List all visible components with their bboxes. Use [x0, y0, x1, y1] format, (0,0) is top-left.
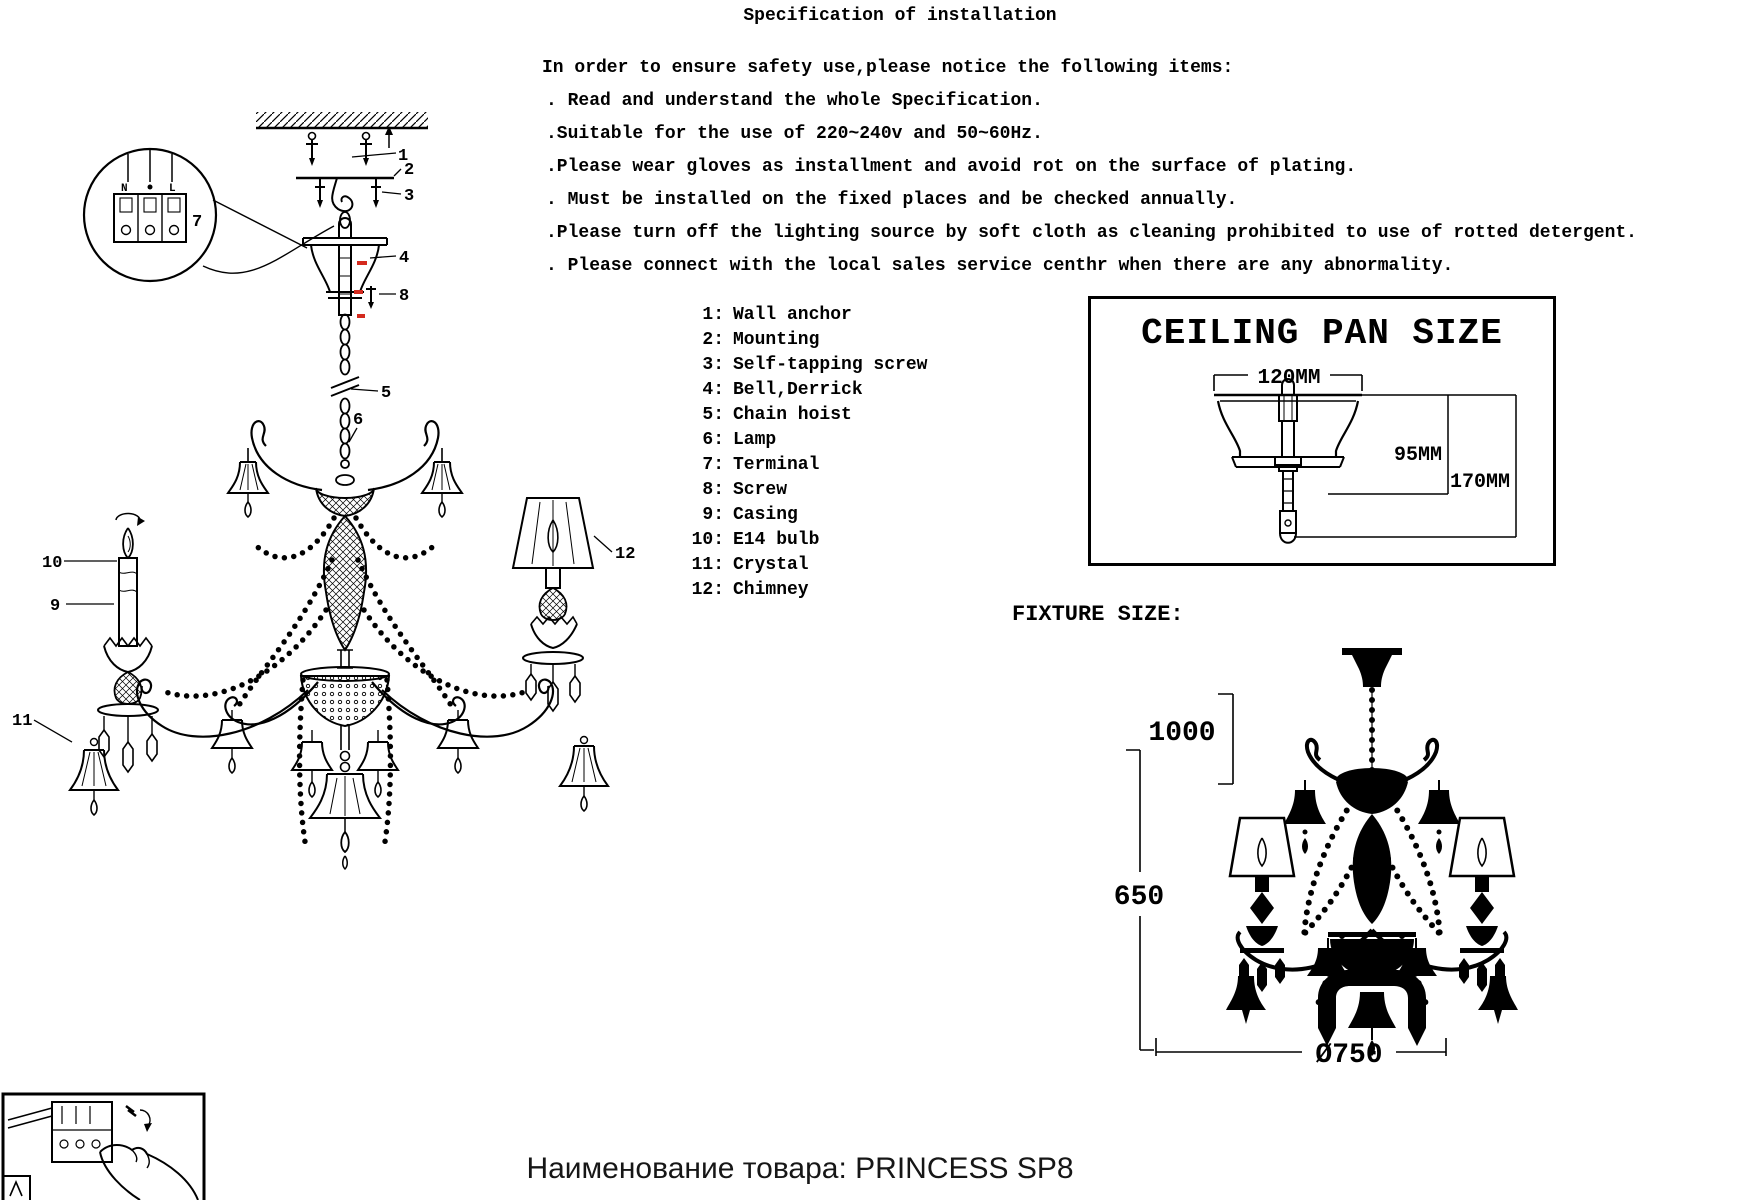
svg-text:1: 1	[398, 147, 409, 166]
parts-row	[686, 531, 927, 549]
pan-screw	[1275, 379, 1301, 543]
mounting-bar	[296, 178, 394, 211]
product-name-caption: Наименование товара: PRINCESS SP8	[526, 1152, 1074, 1185]
svg-text:9: 9	[50, 597, 61, 616]
svg-text:2: 2	[404, 161, 415, 180]
svg-text:8: 8	[399, 287, 410, 306]
part-number: 4:	[702, 380, 724, 400]
terminal-l-label: L	[169, 183, 176, 195]
callout-1	[352, 126, 408, 166]
chandelier-top-bowl	[316, 475, 374, 516]
part-number: 5:	[702, 405, 724, 425]
part-name: Crystal	[733, 555, 809, 575]
svg-text:6: 6	[353, 411, 364, 430]
callout-10	[42, 554, 117, 573]
parts-row	[686, 556, 927, 574]
callout-3	[382, 187, 414, 206]
svg-text:650: 650	[1113, 882, 1165, 913]
part-number: 7:	[702, 455, 724, 475]
dim-pan-height-label: 95MM	[1393, 444, 1442, 467]
ceiling-pan-title: CEILING PAN SIZE	[1141, 313, 1503, 354]
part-number: 6:	[702, 430, 724, 450]
part-number: 10:	[691, 530, 724, 550]
upper-arm-and-bell	[228, 421, 322, 517]
svg-text:1000: 1000	[1148, 718, 1216, 749]
instruction-line: . Please connect with the local sales service centhr when there are any abnormality.	[546, 256, 1454, 276]
terminal-detail-circle	[84, 149, 334, 281]
terminal-block	[8, 1102, 112, 1162]
parts-row	[686, 331, 927, 349]
callout-11	[12, 712, 72, 742]
corner-symbol-box	[3, 1176, 30, 1200]
chandelier-lower-bowl	[301, 667, 389, 726]
part-name: Chimney	[733, 580, 809, 600]
dim-total-height-label: 170MM	[1449, 471, 1510, 494]
lower-arm	[137, 680, 308, 737]
fixture-size-label: FIXTURE SIZE:	[1012, 602, 1184, 627]
callout-9	[50, 597, 114, 616]
part-number: 12:	[691, 580, 724, 600]
part-name: Casing	[733, 505, 798, 525]
fixture-shaded-candle	[1226, 818, 1294, 1024]
fixture-size-drawing	[1090, 642, 1650, 1082]
instruction-line: .Please wear gloves as installment and avoid rot on the surface of plating.	[546, 157, 1357, 177]
part-name: Lamp	[733, 430, 777, 450]
parts-row	[686, 381, 927, 399]
chandelier-baluster	[324, 516, 366, 668]
parts-row	[686, 356, 927, 374]
parts-row	[686, 506, 927, 524]
part-number: 11:	[691, 555, 724, 575]
part-name: Wall anchor	[733, 305, 852, 325]
svg-text:10: 10	[42, 554, 63, 573]
callout-12	[594, 536, 635, 564]
part-name: E14 bulb	[733, 530, 820, 550]
fixture-dim-1000	[1148, 694, 1233, 784]
ceiling-pan-drawing	[1096, 361, 1548, 559]
parts-row	[686, 406, 927, 424]
part-name: Chain hoist	[733, 405, 852, 425]
part-name: Terminal	[733, 455, 820, 475]
wall-anchor	[306, 133, 372, 167]
installation-diagram	[0, 90, 660, 1010]
fixture-dim-diameter	[1156, 1038, 1446, 1071]
page-title: Specification of installation	[743, 6, 1057, 26]
part-name: Bell,Derrick	[733, 380, 863, 400]
part-number: 2:	[702, 330, 724, 350]
svg-text:11: 11	[12, 712, 33, 731]
callout-5	[351, 384, 391, 403]
canopy-bell	[303, 212, 387, 315]
callout-6	[349, 411, 363, 442]
instruction-line: .Suitable for the use of 220~240v and 50~60Hz.	[546, 124, 1043, 144]
part-name: Screw	[733, 480, 788, 500]
instruction-line: . Must be installed on the fixed places and be checked annually.	[546, 190, 1238, 210]
parts-row	[686, 306, 927, 324]
instruction-line: . Read and understand the whole Specification.	[546, 91, 1043, 111]
pointing-hand	[100, 1145, 198, 1200]
parts-row	[686, 581, 927, 599]
callout-7: 7	[192, 213, 203, 232]
svg-text:4: 4	[399, 249, 410, 268]
ceiling-pan-size-box	[1088, 296, 1556, 566]
svg-text:3: 3	[404, 187, 415, 206]
fixture-canopy	[1342, 648, 1402, 687]
part-name: Self-tapping screw	[733, 355, 928, 375]
parts-row	[686, 481, 927, 499]
parts-row	[686, 456, 927, 474]
screw-rotation-arrow	[126, 1106, 152, 1132]
ceiling-hatch	[256, 112, 428, 128]
instruction-line: .Please turn off the lighting source by soft cloth as cleaning prohibited to use of rotted detergent.	[546, 223, 1637, 243]
svg-text:5: 5	[381, 384, 392, 403]
part-number: 9:	[702, 505, 724, 525]
svg-text:Ø750: Ø750	[1315, 1040, 1383, 1071]
left-candle-assembly	[70, 513, 158, 815]
part-number: 3:	[702, 355, 724, 375]
part-name: Mounting	[733, 330, 820, 350]
fixture-dim-650	[1114, 750, 1164, 1050]
chain	[331, 315, 359, 469]
bottom-finial	[310, 726, 380, 869]
part-number: 1:	[702, 305, 724, 325]
svg-text:12: 12	[615, 545, 636, 564]
dim-width-label: 120MM	[1257, 367, 1321, 390]
parts-row	[686, 431, 927, 449]
parts-list	[686, 306, 927, 599]
callout-8	[366, 286, 409, 309]
instructions-intro: In order to ensure safety use,please notice the following items:	[542, 58, 1234, 78]
terminal-hand-illustration	[0, 1090, 210, 1200]
right-candle-with-shade	[513, 498, 608, 811]
part-number: 8:	[702, 480, 724, 500]
terminal-n-label: N	[121, 183, 128, 195]
